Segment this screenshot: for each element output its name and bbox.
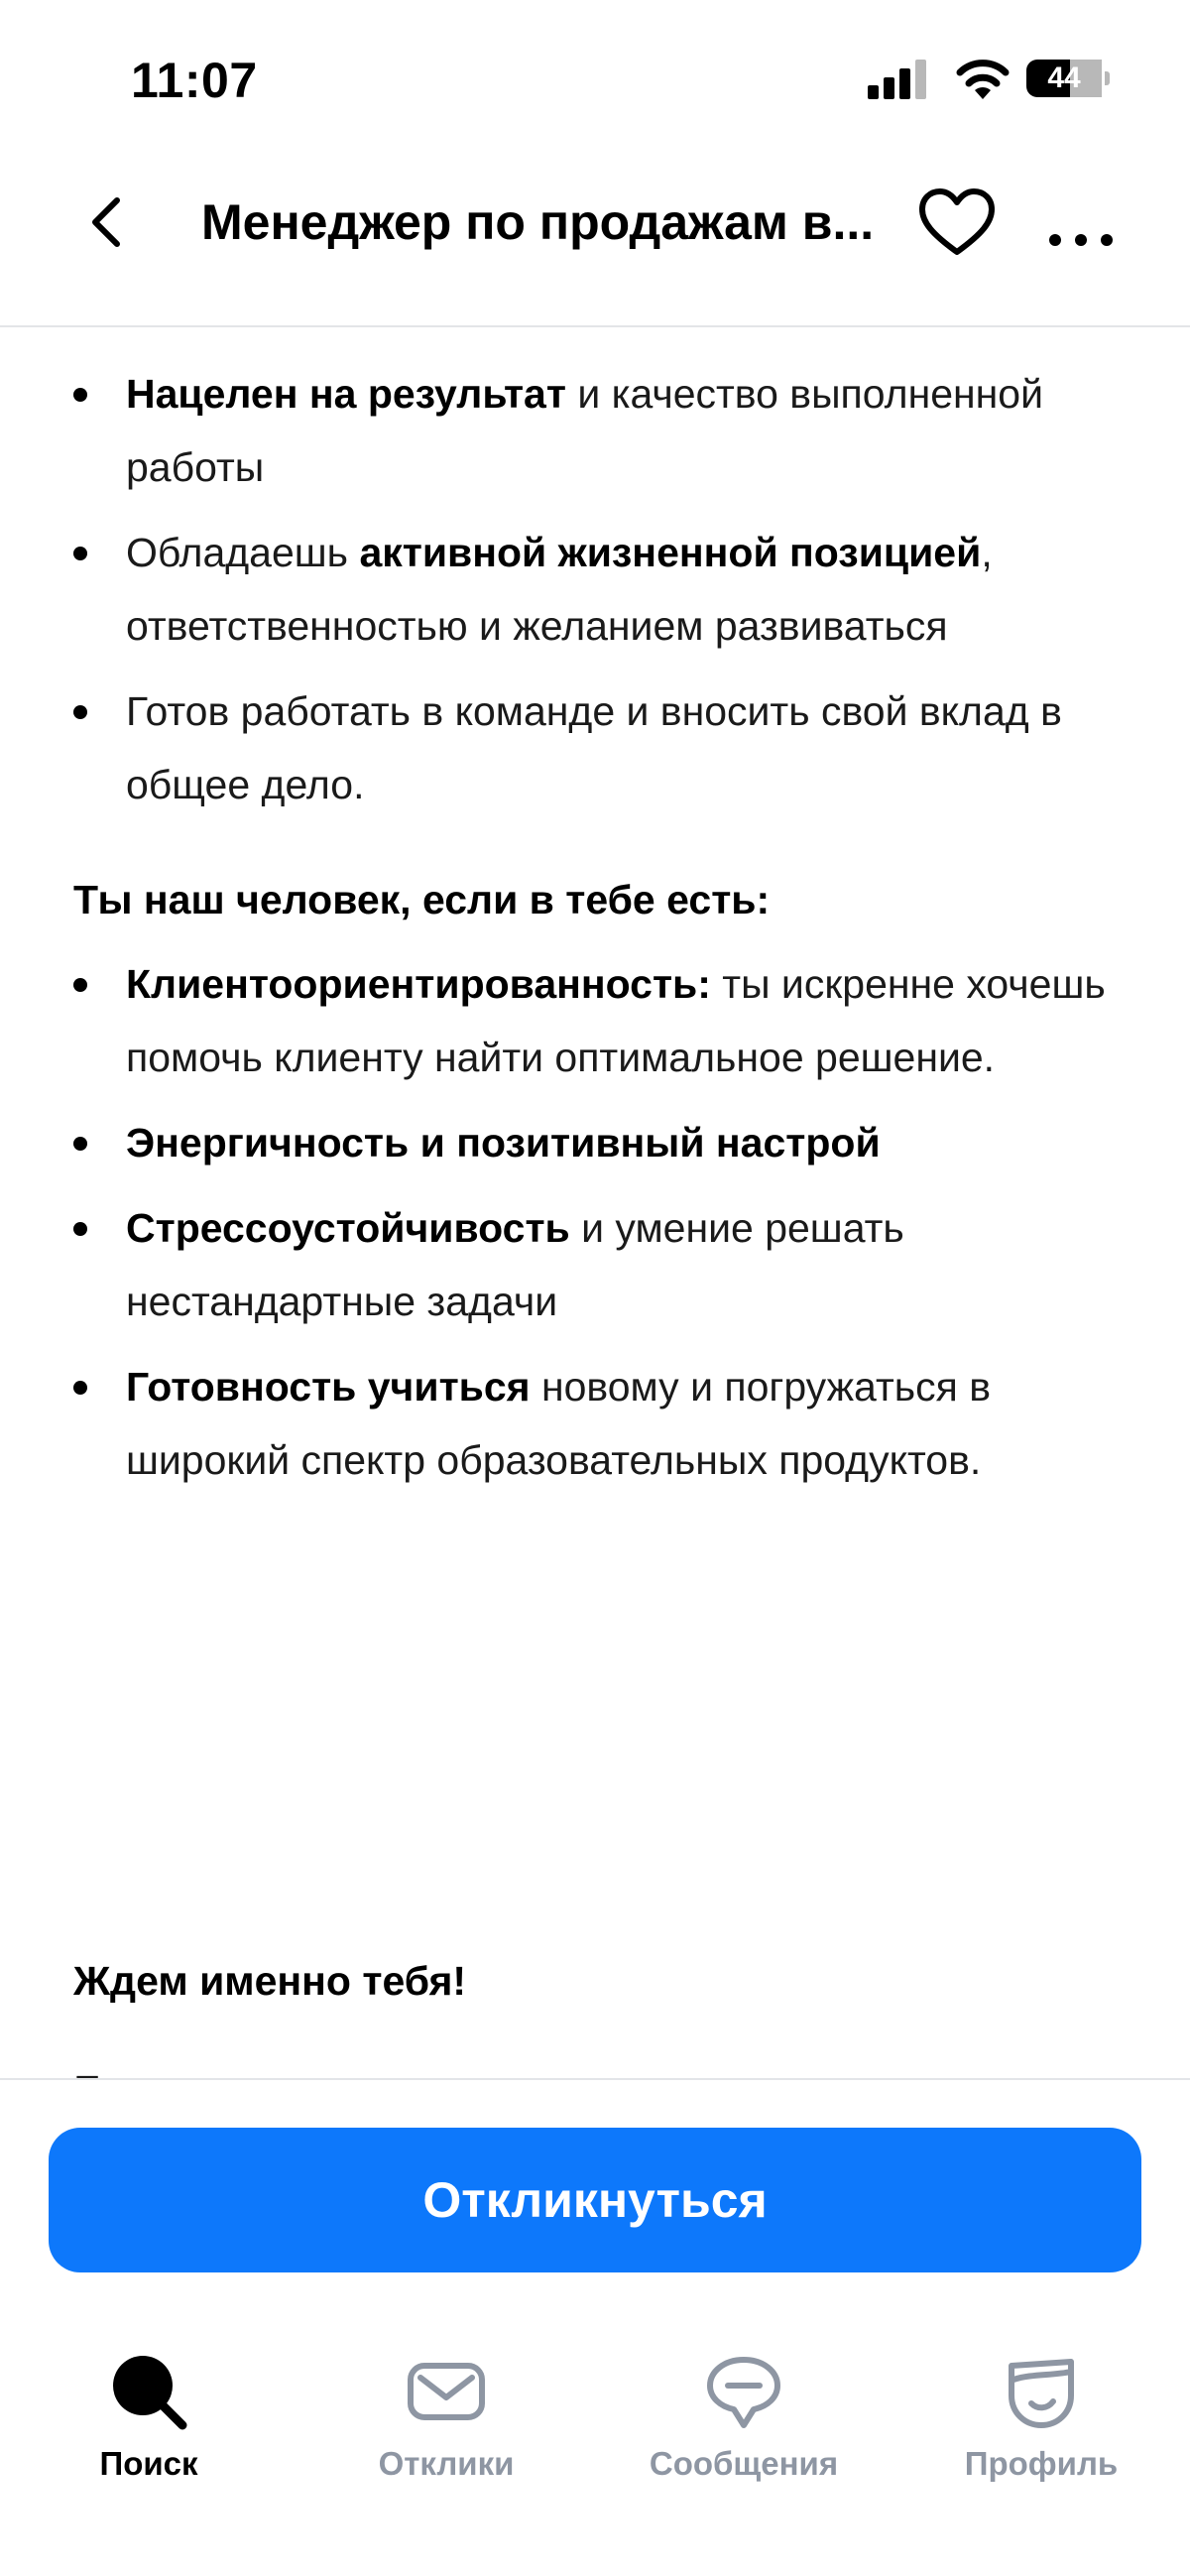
tab-profile-label: Профиль (964, 2445, 1119, 2482)
list-item: Стрессоустойчивость и умение решать нестандартные задачи (0, 1191, 1190, 1338)
search-icon (109, 2352, 188, 2431)
section-heading: Ждем именно тебя! (73, 1958, 467, 2004)
tab-responses[interactable] (298, 2352, 595, 2520)
list-item: Клиентоориентированность: ты искренне хочешь помочь клиенту найти оптимальное решение. (0, 947, 1190, 1094)
battery-tip (1105, 71, 1110, 85)
respond-button[interactable]: Откликнуться (49, 2128, 1141, 2272)
back-button[interactable] (77, 183, 137, 262)
action-bar (0, 2078, 1190, 2326)
tab-profile[interactable] (892, 2352, 1190, 2520)
section-heading: Ты наш человек, если в тебе есть: (73, 877, 771, 922)
battery-level: 44 (1047, 61, 1081, 94)
list-item: Готов работать в команде и вносить свой вклад в общее дело. (0, 675, 1190, 821)
more-button[interactable] (1041, 179, 1121, 268)
requirements-list (0, 357, 1190, 833)
heart-icon (912, 179, 1002, 268)
status-bar (0, 0, 1190, 149)
tab-messages-label: Сообщения (649, 2445, 839, 2482)
profile-face-icon (1002, 2352, 1081, 2431)
favorite-button[interactable] (912, 179, 1002, 268)
battery-indicator (1026, 60, 1102, 97)
tab-messages[interactable] (595, 2352, 892, 2520)
more-horizontal-icon (1041, 179, 1121, 268)
list-item: Готовность учиться новому и погружаться в широкий спектр образовательных продуктов. (0, 1350, 1190, 1497)
tab-bar (0, 2324, 1190, 2576)
tab-responses-label: Отклики (378, 2445, 515, 2482)
chat-bubble-icon (704, 2352, 783, 2431)
qualities-list (0, 947, 1190, 1509)
tab-search[interactable] (0, 2352, 298, 2520)
status-time: 11:07 (131, 53, 258, 108)
vacancy-description (0, 327, 1190, 2078)
envelope-icon (407, 2352, 486, 2431)
signal-icon (868, 60, 929, 99)
list-item: Нацелен на результат и качество выполненной работы (0, 357, 1190, 504)
wifi-icon (955, 58, 1011, 99)
list-item: Обладаешь активной жизненной позицией, ответственностью и желанием развиваться (0, 516, 1190, 663)
list-item: Энергичность и позитивный настрой (0, 1106, 1190, 1179)
nav-header (0, 149, 1190, 327)
page-title: Менеджер по продажам в... (201, 194, 875, 250)
tab-search-label: Поиск (99, 2445, 198, 2482)
chevron-left-icon (77, 183, 137, 262)
